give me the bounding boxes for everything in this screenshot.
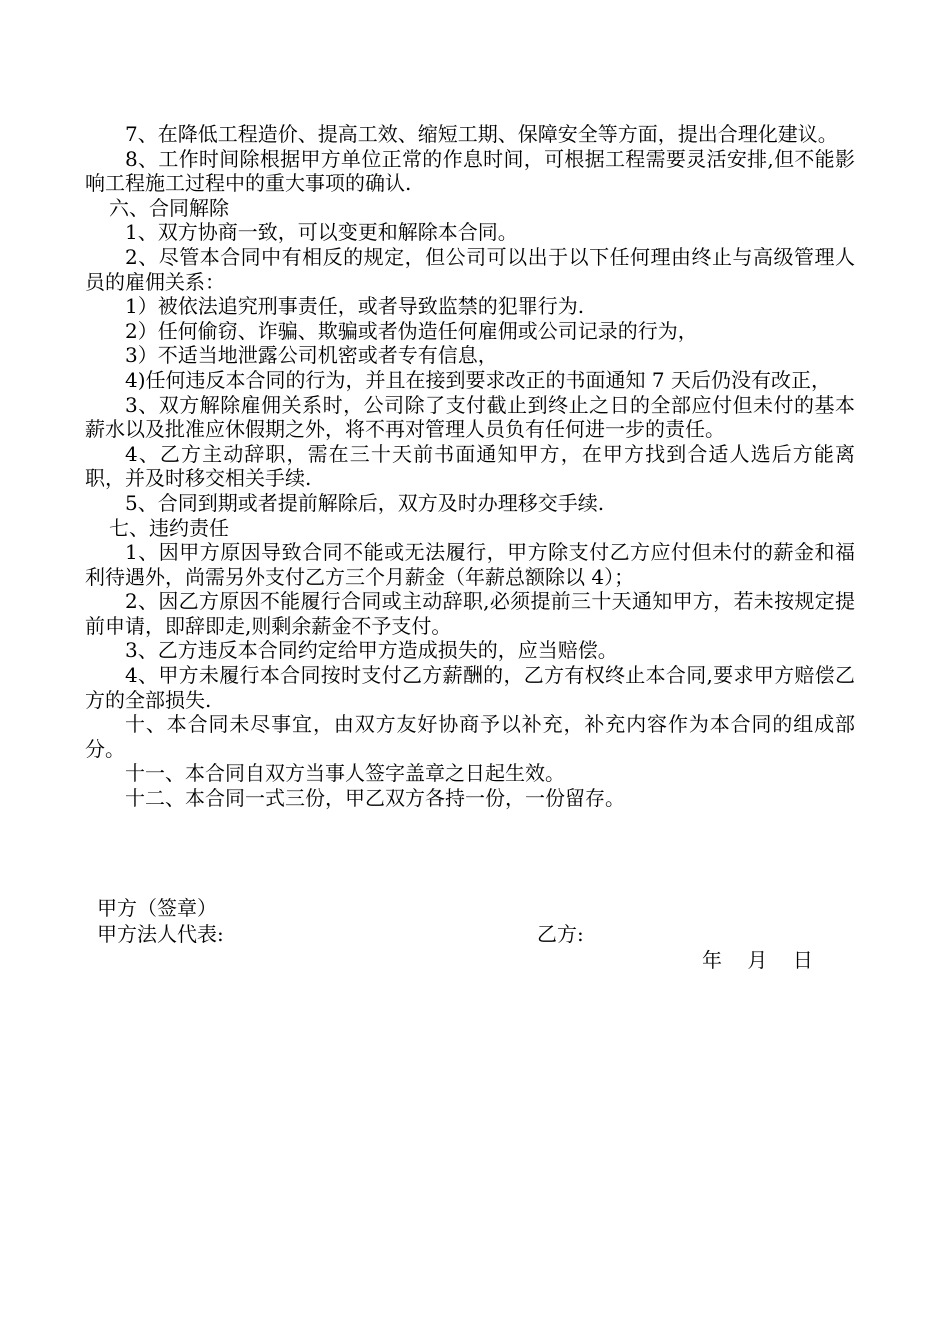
- signature-row-representatives: [97, 921, 857, 947]
- clause-7-1: 1、因甲方原因导致合同不能或无法履行，甲方除支付乙方应付但未付的薪金和福利待遇外，尚需另外支付乙方三个月薪金（年薪总额除以 4）；: [85, 540, 855, 589]
- clause-7-suggestions: 7、在降低工程造价、提高工效、缩短工期、保障安全等方面，提出合理化建议。: [125, 122, 838, 146]
- clause-7-3: 3、乙方违反本合同约定给甲方造成损失的，应当赔偿。: [125, 638, 618, 663]
- clause-8-working-hours: 8、工作时间除根据甲方单位正常的作息时间，可根据工程需要灵活安排,但不能影响工程施工过程中的重大事项的确认.: [85, 146, 855, 196]
- party-b-label: 乙方:: [537, 922, 584, 946]
- clause-6-4: 4、乙方主动辞职，需在三十天前书面通知甲方，在甲方找到合适人选后方能离职，并及时移交相关手续.: [85, 441, 855, 491]
- party-a-seal-label: 甲方（签章）: [97, 896, 217, 920]
- clause-6-2-item-2: 2）任何偷窃、诈骗、欺骗或者伪造任何雇佣或公司记录的行为，: [125, 318, 698, 343]
- clause-6-2-item-3: 3）不适当地泄露公司机密或者专有信息，: [125, 343, 498, 368]
- clause-11: 十一、本合同自双方当事人签字盖章之日起生效。: [125, 761, 565, 786]
- section-7-heading: 七、违约责任: [109, 515, 229, 540]
- signature-date: 年 月 日: [702, 948, 813, 972]
- clause-6-1: 1、双方协商一致，可以变更和解除本合同。: [125, 220, 518, 245]
- party-a-representative-label: 甲方法人代表:: [97, 922, 224, 946]
- clause-6-2-item-4: 4)任何违反本合同的行为，并且在接到要求改正的书面通知 7 天后仍没有改正，: [125, 367, 831, 392]
- clause-6-2-item-1: 1）被依法追究刑事责任，或者导致监禁的犯罪行为.: [125, 294, 585, 319]
- signature-row-seal: [97, 895, 857, 921]
- clause-6-5: 5、合同到期或者提前解除后，双方及时办理移交手续.: [125, 490, 605, 515]
- clause-12: 十二、本合同一式三份，甲乙双方各持一份，一份留存。: [125, 786, 625, 811]
- contract-body: [85, 122, 855, 811]
- clause-6-2: 2、尽管本合同中有相反的规定，但公司可以出于以下任何理由终止与高级管理人员的雇佣关系：: [85, 244, 855, 294]
- clause-7-4: 4、甲方未履行本合同按时支付乙方薪酬的，乙方有权终止本合同,要求甲方赔偿乙方的全部损失.: [85, 663, 855, 712]
- section-6-heading: 六、合同解除: [109, 195, 229, 220]
- clause-6-3: 3、双方解除雇佣关系时，公司除了支付截止到终止之日的全部应付但未付的基本薪水以及批准应休假期之外，将不再对管理人员负有任何进一步的责任。: [85, 392, 855, 442]
- clause-7-2: 2、因乙方原因不能履行合同或主动辞职,必须提前三十天通知甲方，若未按规定提前申请，即辞即走,则剩余薪金不予支付。: [85, 589, 855, 638]
- clause-10: 十、本合同未尽事宜，由双方友好协商予以补充，补充内容作为本合同的组成部分。: [85, 712, 855, 761]
- signature-block: [97, 895, 857, 972]
